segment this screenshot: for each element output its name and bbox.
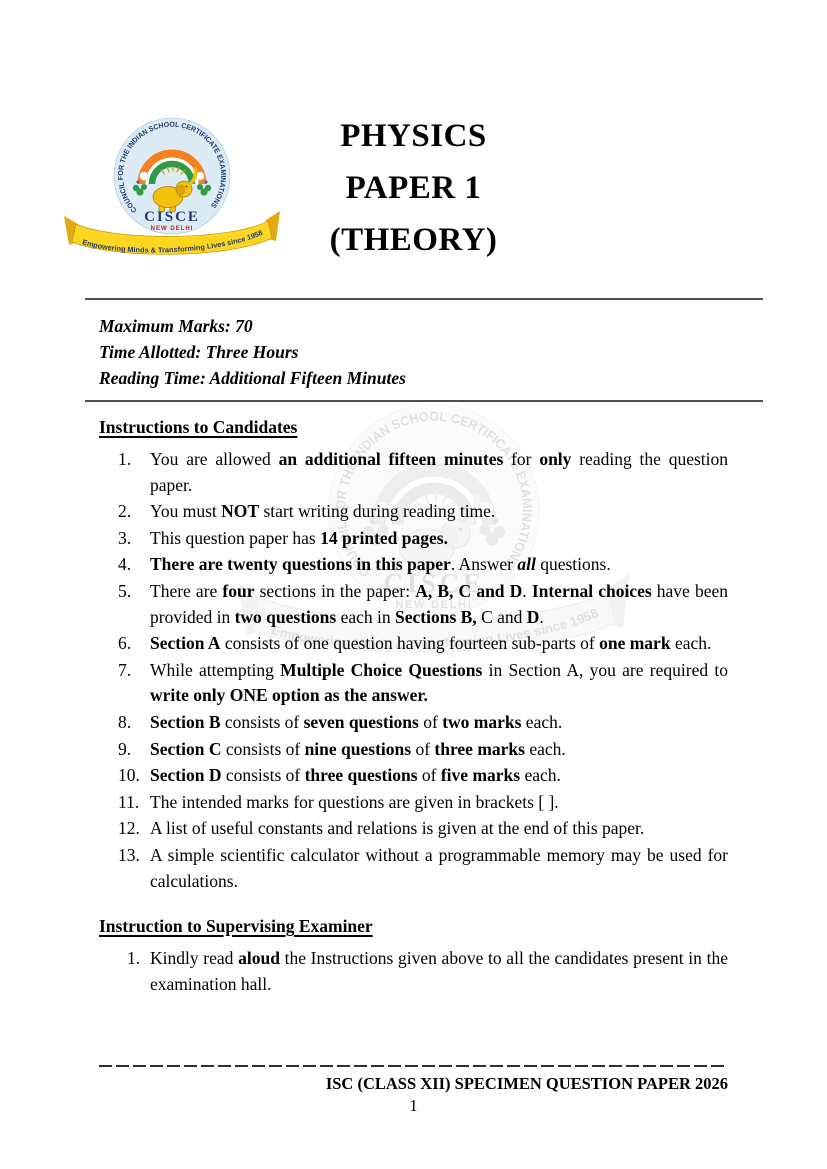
item-text: A simple scientific calculator without a programmable memory may be used for calculations. xyxy=(150,844,728,891)
list-item xyxy=(99,526,728,552)
supervising-instruction-list xyxy=(99,946,728,997)
footer-dashed-line xyxy=(99,1065,728,1067)
item-text: The intended marks for questions are given in brackets [ ]. xyxy=(150,791,559,812)
list-item xyxy=(99,737,728,763)
item-number: 9. xyxy=(118,738,132,759)
paper-number: PAPER 1 xyxy=(345,170,482,206)
item-text: You must NOT start writing during reading time. xyxy=(150,501,496,522)
item-number: 3. xyxy=(118,527,132,548)
list-item xyxy=(99,658,728,709)
exam-meta xyxy=(99,313,728,391)
list-item xyxy=(99,790,728,816)
item-number: 11. xyxy=(118,791,140,812)
item-number: 1. xyxy=(118,449,132,469)
item-text: There are twenty questions in this paper. Answer all questions. xyxy=(150,554,611,575)
list-item xyxy=(99,763,728,789)
page-number: 1 xyxy=(409,1096,418,1115)
list-item xyxy=(99,631,728,657)
item-text: This question paper has 14 printed pages. xyxy=(150,527,448,548)
cisce-logo xyxy=(64,112,280,282)
time-allotted: Time Allotted: Three Hours xyxy=(99,342,299,362)
item-number: 12. xyxy=(118,818,140,839)
list-item xyxy=(99,552,728,578)
item-text: Kindly read aloud the Instructions given above to all the candidates present in the examination hall. xyxy=(150,948,728,994)
subject-title: PHYSICS xyxy=(340,118,487,154)
item-text: Section B consists of seven questions of two marks each. xyxy=(150,711,563,732)
list-item xyxy=(99,946,728,997)
item-number: 4. xyxy=(118,554,132,575)
item-text: You are allowed an additional fifteen minutes for only reading the question paper. xyxy=(150,449,729,495)
list-item xyxy=(99,579,728,630)
candidates-instruction-list xyxy=(99,447,728,894)
item-number: 1. xyxy=(127,948,141,969)
divider-top xyxy=(85,298,763,300)
document-reference: ISC (CLASS XII) SPECIMEN QUESTION PAPER 2026 xyxy=(325,1074,728,1093)
item-number: 6. xyxy=(118,633,132,654)
divider-meta xyxy=(85,400,763,402)
maximum-marks: Maximum Marks: 70 xyxy=(99,316,253,336)
item-text: A list of useful constants and relations is given at the end of this paper. xyxy=(150,818,645,839)
item-number: 7. xyxy=(118,659,132,680)
paper-type: (THEORY) xyxy=(329,222,498,258)
item-text: Section C consists of nine questions of three marks each. xyxy=(150,738,566,759)
page-footer xyxy=(99,1065,728,1169)
item-number: 2. xyxy=(118,501,132,522)
reading-time: Reading Time: Additional Fifteen Minutes xyxy=(99,368,406,388)
list-item xyxy=(99,710,728,736)
list-item xyxy=(99,816,728,842)
item-number: 5. xyxy=(118,580,132,601)
item-text: There are four sections in the paper: A, B, C and D. Internal choices have been provided in two questions each in Sections B, C and D. xyxy=(150,580,728,627)
item-text: While attempting Multiple Choice Questions in Section A, you are required to write only ONE option as the answer. xyxy=(150,659,728,706)
list-item xyxy=(99,499,728,525)
masthead xyxy=(0,0,827,282)
list-item xyxy=(99,843,728,894)
supervising-heading: Instruction to Supervising Examiner xyxy=(99,916,373,937)
item-number: 13. xyxy=(118,844,140,865)
item-number: 8. xyxy=(118,711,132,732)
item-number: 10. xyxy=(118,765,140,786)
item-text: Section D consists of three questions of five marks each. xyxy=(150,765,561,786)
item-text: Section A consists of one question having fourteen sub-parts of one mark each. xyxy=(150,633,712,654)
list-item xyxy=(99,447,728,498)
candidates-heading: Instructions to Candidates xyxy=(99,417,298,437)
